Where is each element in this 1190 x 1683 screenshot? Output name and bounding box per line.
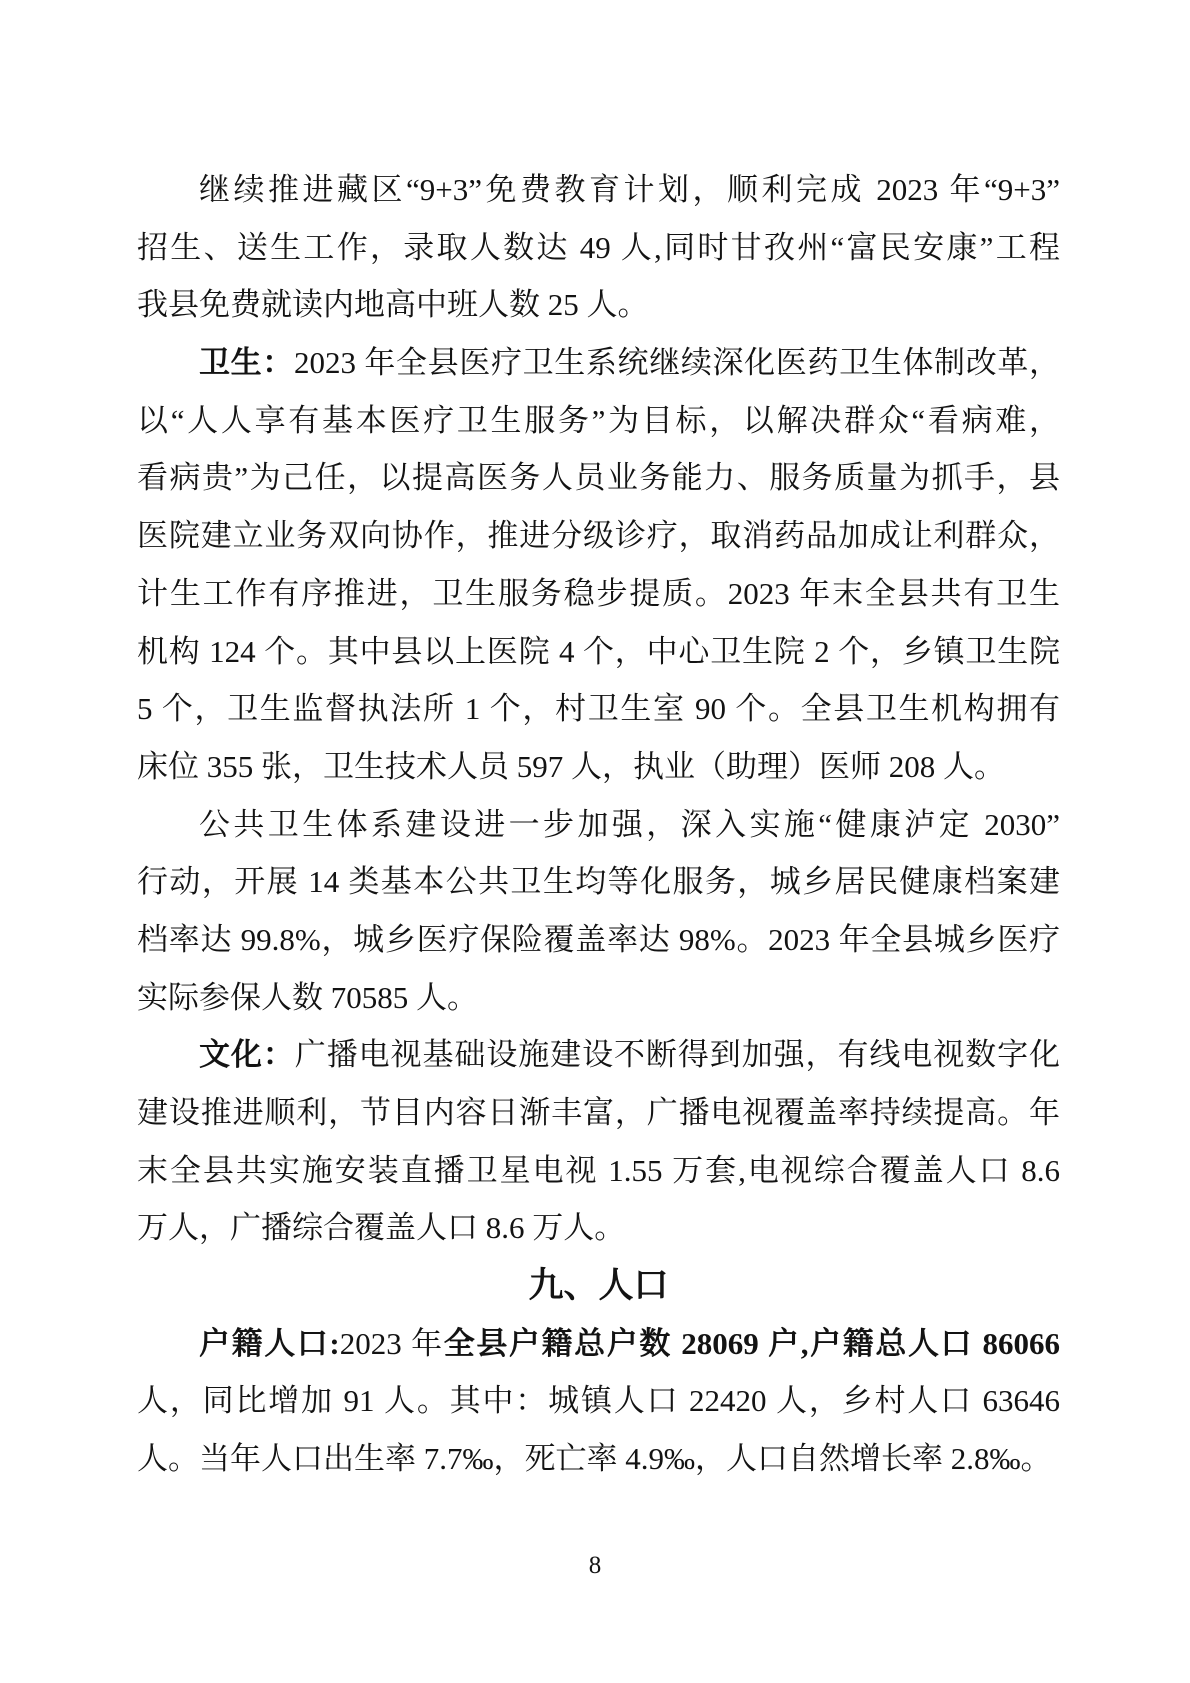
body-text <box>137 161 1060 1488</box>
page-number: 8 <box>588 1552 602 1579</box>
text-segment: 计生工作有序推进，卫生服务稳步提质。2023 年末全县共有卫生 <box>137 575 1060 611</box>
text-line <box>137 449 1060 507</box>
text-segment: 5 个，卫生监督执法所 1 个，村卫生室 90 个。全县卫生机构拥有 <box>137 691 1060 727</box>
text-line <box>137 738 1060 796</box>
text-segment-bold: 卫生： <box>199 345 294 381</box>
text-line <box>137 1142 1060 1200</box>
text-line <box>137 853 1060 911</box>
text-segment: 机构 124 个。其中县以上医院 4 个，中心卫生院 2 个，乡镇卫生院 <box>137 633 1060 669</box>
text-segment: 万人，广播综合覆盖人口 8.6 万人。 <box>137 1210 626 1246</box>
text-line <box>137 796 1060 854</box>
text-line <box>137 1430 1060 1488</box>
text-line <box>137 1084 1060 1142</box>
text-segment: 2023 年 <box>339 1325 444 1361</box>
text-line <box>137 507 1060 565</box>
text-line <box>137 1026 1060 1084</box>
text-line <box>137 1315 1060 1373</box>
text-segment: 招生、送生工作，录取人数达 49 人,同时甘孜州“富民安康”工程 <box>137 229 1060 265</box>
text-segment: 继续推进藏区“9+3”免费教育计划，顺利完成 2023 年“9+3” <box>199 172 1060 207</box>
text-segment: 档率达 99.8%，城乡医疗保险覆盖率达 98%。2023 年全县城乡医疗 <box>137 921 1060 957</box>
text-segment: 以“人人享有基本医疗卫生服务”为目标，以解决群众“看病难， <box>137 402 1060 438</box>
text-segment: 医院建立业务双向协作，推进分级诊疗，取消药品加成让利群众， <box>137 518 1060 554</box>
text-segment: 人。当年人口出生率 7.7‰，死亡率 4.9‰，人口自然增长率 2.8‰。 <box>137 1441 1052 1477</box>
text-segment: 末全县共实施安装直播卫星电视 1.55 万套,电视综合覆盖人口 8.6 <box>137 1152 1060 1188</box>
text-segment: 实际参保人数 70585 人。 <box>137 979 478 1015</box>
text-segment-bold: 文化： <box>199 1037 295 1073</box>
text-segment-bold: 全县户籍总户数 28069 户,户籍总人口 86066 <box>443 1325 1060 1361</box>
text-line <box>137 680 1060 738</box>
text-segment: 床位 355 张，卫生技术人员 597 人，执业（助理）医师 208 人。 <box>137 748 1005 784</box>
text-segment: 公共卫生体系建设进一步加强，深入实施“健康泸定 2030” <box>199 806 1060 842</box>
text-segment: 我县免费就读内地高中班人数 25 人。 <box>137 287 649 323</box>
text-segment: 广播电视基础设施建设不断得到加强，有线电视数字化 <box>294 1037 1060 1073</box>
text-line <box>137 392 1060 450</box>
text-segment: 人，同比增加 91 人。其中：城镇人口 22420 人，乡村人口 63646 <box>137 1383 1060 1419</box>
text-line <box>137 969 1060 1027</box>
text-line <box>137 161 1060 219</box>
text-line <box>137 1199 1060 1257</box>
text-line <box>137 219 1060 277</box>
text-line <box>137 276 1060 334</box>
text-segment: 2023 年全县医疗卫生系统继续深化医药卫生体制改革， <box>293 345 1060 381</box>
text-segment-bold: 户籍人口: <box>199 1325 340 1361</box>
text-line <box>137 911 1060 969</box>
text-line <box>137 334 1060 392</box>
text-line <box>137 1372 1060 1430</box>
text-segment: 看病贵”为己任，以提高医务人员业务能力、服务质量为抓手，县 <box>137 460 1060 496</box>
text-line <box>137 565 1060 623</box>
section-heading-population: 九、人口 <box>528 1266 669 1306</box>
text-segment: 建设推进顺利，节目内容日渐丰富，广播电视覆盖率持续提高。年 <box>137 1095 1060 1130</box>
text-line <box>137 623 1060 681</box>
text-segment: 行动，开展 14 类基本公共卫生均等化服务，城乡居民健康档案建 <box>137 864 1060 900</box>
